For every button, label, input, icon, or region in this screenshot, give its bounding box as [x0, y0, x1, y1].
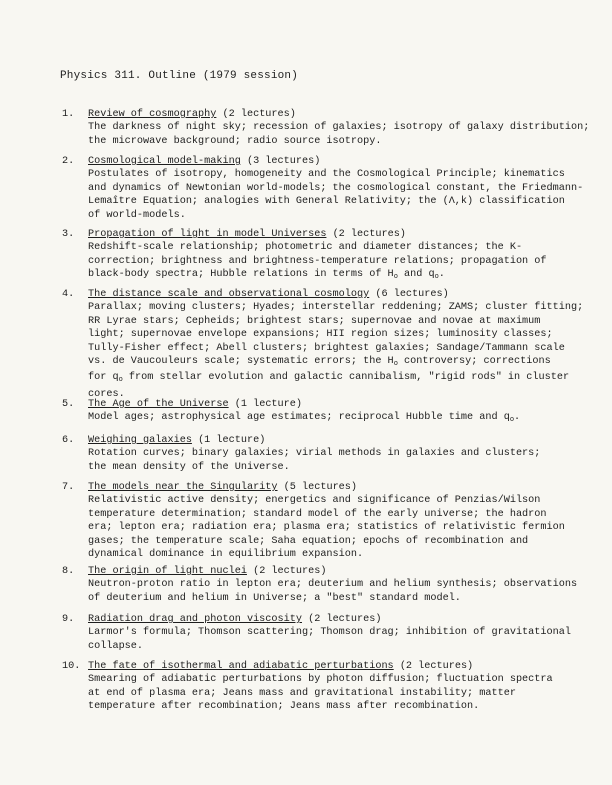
- item-lectures: (1 lecture): [234, 399, 302, 410]
- period: .: [438, 269, 445, 281]
- item-line: collapse.: [88, 640, 144, 652]
- item-number: 6.: [62, 435, 75, 446]
- item-line: from stellar evolution and galactic cannibalism, "rigid rods" in cluster: [122, 372, 570, 384]
- item-lectures: (3 lectures): [246, 156, 321, 167]
- item-line: of deuterium and helium in Universe; a "best" standard model.: [88, 592, 461, 604]
- item-line: Postulates of isotropy, homogeneity and the Cosmological Principle; kinematics: [88, 169, 565, 181]
- subscript: o: [393, 273, 398, 282]
- item-number: 8.: [62, 566, 75, 577]
- subscript: o: [393, 360, 398, 369]
- item-line: the mean density of the Universe.: [88, 461, 290, 473]
- item-title: Radiation drag and photon viscosity: [88, 614, 302, 625]
- item-line: at end of plasma era; Jeans mass and gravitational instability; matter: [88, 687, 516, 699]
- item-line: Rotation curves; binary galaxies; virial methods in galaxies and clusters;: [88, 448, 541, 460]
- item-number: 7.: [62, 482, 75, 493]
- item-title: The Age of the Universe: [88, 399, 229, 410]
- item-line: .: [514, 412, 521, 424]
- item-line: black-body spectra; Hubble relations in terms of H: [88, 269, 394, 281]
- item-title: Review of cosmography: [88, 109, 217, 120]
- item-lectures: (1 lecture): [198, 435, 266, 446]
- item-title: The distance scale and observational cosmology: [88, 289, 370, 300]
- subscript: o: [118, 376, 123, 385]
- item-number: 2.: [62, 156, 75, 167]
- item-lectures: (6 lectures): [375, 289, 449, 300]
- item-line: era; lepton era; radiation era; plasma era; statistics of relativistic fermion: [88, 522, 565, 534]
- item-line: controversy; corrections: [397, 356, 551, 368]
- item-line: cores.: [88, 388, 125, 400]
- item-lectures: (2 lectures): [222, 109, 296, 120]
- item-lectures: (2 lectures): [253, 566, 327, 577]
- item-line: The darkness of night sky; recession of galaxies; isotropy of galaxy distribution;: [88, 122, 590, 134]
- item-title: Propagation of light in model Universes: [88, 229, 327, 240]
- item-line: light; supernovae envelope expansions; HII region sizes; luminosity classes;: [88, 329, 553, 341]
- item-lectures: (2 lectures): [399, 661, 474, 672]
- item-line: correction; brightness and brightness-temperature relations; propagation of: [88, 255, 547, 267]
- item-title: Weighing galaxies: [88, 435, 192, 446]
- item-line: temperature after recombination; Jeans mass after recombination.: [88, 701, 480, 713]
- item-line: Parallax; moving clusters; Hyades; interstellar reddening; ZAMS; cluster fitting;: [88, 302, 584, 314]
- item-lectures: (2 lectures): [308, 614, 382, 625]
- item-number: 3.: [62, 229, 75, 240]
- item-number: 1.: [62, 109, 75, 120]
- subscript: o: [434, 273, 439, 282]
- item-line: Neutron-proton ratio in lepton era; deuterium and helium synthesis; observations: [88, 579, 578, 591]
- item-line: gases; the temperature scale; Saha equation; epochs of recombination and: [88, 535, 529, 547]
- item-line: Relativistic active density; energetics and significance of Penzias/Wilson: [88, 495, 541, 507]
- item-title: The origin of light nuclei: [88, 566, 247, 577]
- item-line: Lemaître Equation; analogies with General Relativity; the (Λ,k) classification: [88, 196, 565, 208]
- item-title: Cosmological model-making: [88, 156, 241, 167]
- item-line: temperature determination; standard model of the early universe; the hadron: [88, 508, 547, 520]
- document-title: Physics 311. Outline (1979 session): [60, 70, 299, 82]
- item-line: Tully-Fisher effect; Abell clusters; brightest galaxies; Sandage/Tammann scale: [88, 342, 565, 354]
- item-number: 4.: [62, 289, 75, 300]
- item-line: and dynamics of Newtonian world-models; the cosmological constant, the Friedmann-: [88, 182, 584, 194]
- outline-item-9: [62, 613, 587, 653]
- outline-item-2: [62, 155, 587, 222]
- outline-item-1: [62, 108, 590, 148]
- item-line: the microwave background; radio source isotropy.: [88, 135, 382, 147]
- item-line: RR Lyrae stars; Cepheids; brightest stars; supernovae and novae at maximum: [88, 315, 541, 327]
- item-title: The fate of isothermal and adiabatic perturbations: [88, 661, 394, 672]
- item-lectures: (2 lectures): [332, 229, 406, 240]
- item-line: for q: [88, 372, 119, 384]
- subscript: o: [509, 416, 515, 425]
- item-number: 9.: [62, 614, 75, 625]
- item-line: Redshift-scale relationship; photometric and diameter distances; the K-: [88, 242, 523, 254]
- item-line: Larmor's formula; Thomson scattering; Thomson drag; inhibition of gravitational: [88, 627, 571, 639]
- outline-item-10: [62, 660, 587, 714]
- outline-item-7: [62, 481, 587, 561]
- item-number: 5.: [62, 399, 75, 410]
- outline-item-5: [62, 398, 587, 428]
- item-line: and q: [404, 269, 435, 281]
- outline-item-8: [62, 565, 587, 605]
- item-line: vs. de Vaucouleurs scale; systematic errors; the H: [88, 356, 394, 368]
- item-number: 10.: [62, 661, 81, 672]
- item-line: Smearing of adiabatic perturbations by photon diffusion; fluctuation spectra: [88, 674, 553, 686]
- item-lectures: (5 lectures): [283, 482, 358, 493]
- outline-item-6: [62, 434, 587, 474]
- item-line: dynamical dominance in equilibrium expansion.: [88, 549, 364, 561]
- outline-item-3: [62, 228, 587, 285]
- outline-item-4: [62, 288, 587, 401]
- item-line: Model ages; astrophysical age estimates; reciprocal Hubble time and q: [88, 412, 510, 424]
- item-title: The models near the Singularity: [88, 482, 278, 493]
- item-line: of world-models.: [88, 209, 186, 221]
